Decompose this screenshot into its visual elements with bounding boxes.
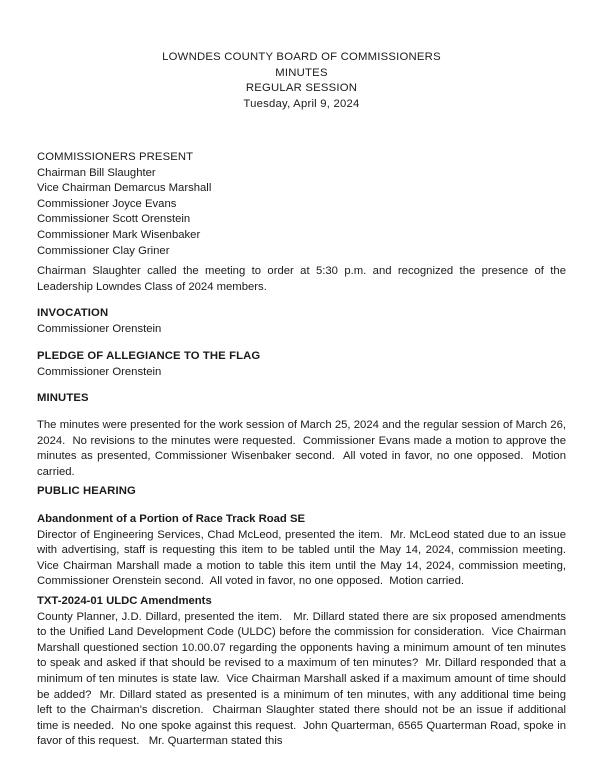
list-item: Commissioner Mark Wisenbaker <box>37 228 201 241</box>
list-item: Commissioner Scott Orenstein <box>37 213 191 226</box>
list-item: Commissioner Joyce Evans <box>37 197 177 210</box>
invocation-body: Commissioner Orenstein <box>37 322 162 335</box>
list-item: Vice Chairman Demarcus Marshall <box>37 182 212 195</box>
document-title-block <box>37 50 566 112</box>
title-line-meeting-date: Tuesday, April 9, 2024 <box>243 97 360 110</box>
minutes-paragraph: The minutes were presented for the work session of March 25, 2024 and the regular session of March 26, 2024. No revisions to the minutes were requested. Commissioner Evans made a motion to approve the minutes as presented, Commissioner Wisenbaker second. All voted in favor, no one opposed. Motion carried. <box>37 419 570 478</box>
invocation-section <box>37 306 566 337</box>
list-item: Commissioner Clay Griner <box>37 244 170 257</box>
public-hearing-section <box>37 484 566 500</box>
commissioners-present-list <box>37 166 566 260</box>
pledge-heading: PLEDGE OF ALLEGIANCE TO THE FLAG <box>37 350 261 362</box>
invocation-heading: INVOCATION <box>37 307 109 319</box>
hearing-item-abandonment-paragraph: Director of Engineering Services, Chad McLeod, presented the item. Mr. McLeod stated due to an issue with advertising, staff is requesting this item to be tabled until the May 14, 2024, commission meeting. Vice Chairman Marshall made a motion to table this item until the May 14, 2024, commission meeting, Commissioner Orenstein second. All voted in favor, no one opposed. Motion carried. <box>37 528 570 588</box>
attendance-heading: COMMISSIONERS PRESENT <box>37 151 194 163</box>
call-to-order-section <box>37 264 570 295</box>
title-line-document-type: MINUTES <box>275 66 328 79</box>
public-hearing-heading: PUBLIC HEARING <box>37 485 136 497</box>
hearing-item-abandonment-subheading: Abandonment of a Portion of Race Track Road SE <box>37 513 306 525</box>
hearing-item-uldc-paragraph: County Planner, J.D. Dillard, presented the item. Mr. Dillard stated there are six proposed amendments to the Unified Land Development Code (ULDC) before the commission for consideration. Vice Chairman Marshall questioned section 10.00.07 regarding the opponents having a minimum amount of ten minutes to speak and asked if that should be revised to a maximum of ten minutes? Mr. Dillard responded that a minimum of ten minutes is state law. Vice Chairman Marshall asked if a maximum amount of time should be added? Mr. Dillard stated as presented is a minimum of ten minutes, with any additional time being left to the Chairman's discretion. Chairman Slaughter stated there should not be an issue if additional time is needed. No one spoke against this request. John Quarterman, 6565 Quarterman Road, spoke in favor of this request. Mr. Quarterman stated this <box>37 610 570 748</box>
pledge-body: Commissioner Orenstein <box>37 365 162 378</box>
minutes-section <box>37 391 566 407</box>
title-line-session-type: REGULAR SESSION <box>245 82 358 95</box>
minutes-heading: MINUTES <box>37 392 89 404</box>
hearing-item-uldc-subheading: TXT-2024-01 ULDC Amendments <box>37 595 212 607</box>
hearing-item-uldc-amendments <box>37 594 570 750</box>
minutes-body-wrapper <box>37 418 570 480</box>
hearing-item-abandonment <box>37 512 570 590</box>
list-item: Chairman Bill Slaughter <box>37 166 156 179</box>
call-to-order-paragraph: Chairman Slaughter called the meeting to order at 5:30 p.m. and recognized the presence of the Leadership Lowndes Class of 2024 members. <box>37 265 570 293</box>
pledge-section <box>37 349 566 380</box>
attendance-section <box>37 150 566 259</box>
title-line-organization: LOWNDES COUNTY BOARD OF COMMISSIONERS <box>162 51 441 63</box>
